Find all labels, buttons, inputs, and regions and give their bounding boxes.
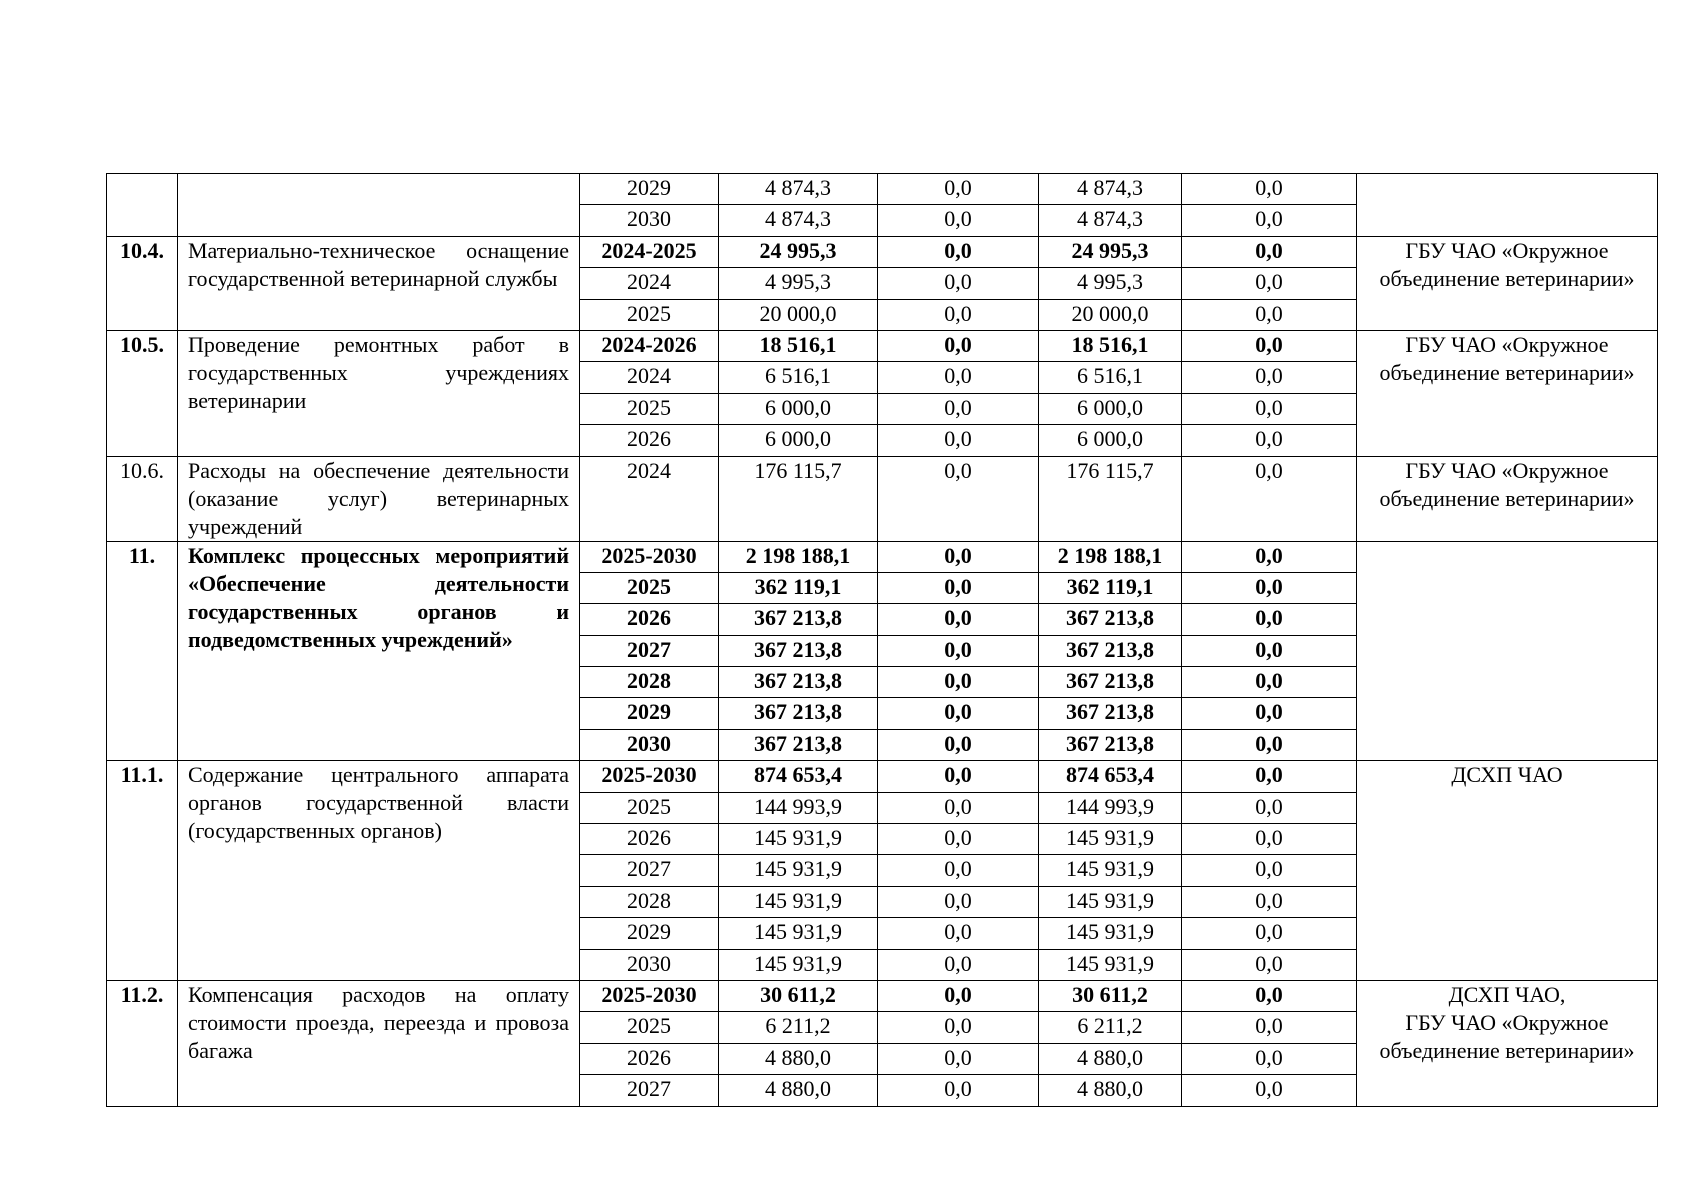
measure-name: Содержание центрального аппарата органов государственной власти (государственных органов) [178, 761, 580, 981]
period-year: 2024 [580, 362, 719, 393]
federal-amount: 0,0 [878, 456, 1039, 541]
period-year: 2028 [580, 886, 719, 917]
federal-amount: 0,0 [878, 918, 1039, 949]
other-amount: 0,0 [1182, 855, 1357, 886]
period-year: 2026 [580, 824, 719, 855]
federal-amount: 0,0 [878, 729, 1039, 760]
federal-amount: 0,0 [878, 174, 1039, 205]
federal-amount: 0,0 [878, 393, 1039, 424]
period-year: 2027 [580, 1075, 719, 1106]
total-amount: 362 119,1 [719, 572, 878, 603]
total-amount: 176 115,7 [719, 456, 878, 541]
measure-name [178, 174, 580, 237]
total-amount: 4 880,0 [719, 1043, 878, 1074]
total-amount: 145 931,9 [719, 886, 878, 917]
item-number: 11.1. [107, 761, 178, 981]
total-amount: 6 000,0 [719, 425, 878, 456]
federal-amount: 0,0 [878, 792, 1039, 823]
responsible-executor: ГБУ ЧАО «Окружное объединение ветеринарии» [1357, 236, 1658, 330]
federal-amount: 0,0 [878, 268, 1039, 299]
period-year: 2030 [580, 205, 719, 236]
table-row [107, 174, 1658, 205]
total-amount: 6 211,2 [719, 1012, 878, 1043]
total-amount: 144 993,9 [719, 792, 878, 823]
other-amount: 0,0 [1182, 918, 1357, 949]
regional-amount: 4 995,3 [1039, 268, 1182, 299]
federal-amount: 0,0 [878, 541, 1039, 572]
other-amount: 0,0 [1182, 362, 1357, 393]
item-number: 10.4. [107, 236, 178, 330]
federal-amount: 0,0 [878, 761, 1039, 792]
other-amount: 0,0 [1182, 393, 1357, 424]
regional-amount: 145 931,9 [1039, 918, 1182, 949]
federal-amount: 0,0 [878, 886, 1039, 917]
item-number: 11.2. [107, 980, 178, 1106]
period-year: 2029 [580, 918, 719, 949]
period-year: 2025-2030 [580, 980, 719, 1011]
period-year: 2024-2026 [580, 330, 719, 361]
total-amount: 145 931,9 [719, 949, 878, 980]
federal-amount: 0,0 [878, 949, 1039, 980]
other-amount: 0,0 [1182, 729, 1357, 760]
regional-amount: 6 000,0 [1039, 393, 1182, 424]
other-amount: 0,0 [1182, 1012, 1357, 1043]
other-amount: 0,0 [1182, 604, 1357, 635]
period-year: 2025 [580, 572, 719, 603]
responsible-executor: ГБУ ЧАО «Окружное объединение ветеринарии» [1357, 330, 1658, 456]
federal-amount: 0,0 [878, 299, 1039, 330]
regional-amount: 144 993,9 [1039, 792, 1182, 823]
period-year: 2029 [580, 698, 719, 729]
other-amount: 0,0 [1182, 761, 1357, 792]
table-row [107, 236, 1658, 267]
other-amount: 0,0 [1182, 541, 1357, 572]
period-year: 2025 [580, 393, 719, 424]
regional-amount: 18 516,1 [1039, 330, 1182, 361]
total-amount: 4 995,3 [719, 268, 878, 299]
other-amount: 0,0 [1182, 572, 1357, 603]
regional-amount: 4 880,0 [1039, 1075, 1182, 1106]
federal-amount: 0,0 [878, 330, 1039, 361]
table-row [107, 330, 1658, 361]
other-amount: 0,0 [1182, 236, 1357, 267]
federal-amount: 0,0 [878, 205, 1039, 236]
total-amount: 367 213,8 [719, 667, 878, 698]
period-year: 2024 [580, 268, 719, 299]
responsible-executor: ГБУ ЧАО «Окружное объединение ветеринарии» [1357, 456, 1658, 541]
period-year: 2024-2025 [580, 236, 719, 267]
other-amount: 0,0 [1182, 299, 1357, 330]
total-amount: 30 611,2 [719, 980, 878, 1011]
period-year: 2025 [580, 299, 719, 330]
responsible-executor [1357, 541, 1658, 761]
other-amount: 0,0 [1182, 980, 1357, 1011]
federal-amount: 0,0 [878, 362, 1039, 393]
period-year: 2025 [580, 1012, 719, 1043]
regional-amount: 145 931,9 [1039, 949, 1182, 980]
period-year: 2024 [580, 456, 719, 541]
regional-amount: 362 119,1 [1039, 572, 1182, 603]
measure-name: Компенсация расходов на оплату стоимости проезда, переезда и провоза багажа [178, 980, 580, 1106]
period-year: 2028 [580, 667, 719, 698]
total-amount: 24 995,3 [719, 236, 878, 267]
period-year: 2030 [580, 949, 719, 980]
regional-amount: 2 198 188,1 [1039, 541, 1182, 572]
other-amount: 0,0 [1182, 824, 1357, 855]
table-row [107, 456, 1658, 541]
period-year: 2026 [580, 1043, 719, 1074]
regional-amount: 30 611,2 [1039, 980, 1182, 1011]
total-amount: 367 213,8 [719, 635, 878, 666]
other-amount: 0,0 [1182, 792, 1357, 823]
regional-amount: 145 931,9 [1039, 824, 1182, 855]
total-amount: 145 931,9 [719, 855, 878, 886]
regional-amount: 4 880,0 [1039, 1043, 1182, 1074]
measure-name: Материально-техническое оснащение государственной ветеринарной службы [178, 236, 580, 330]
total-amount: 4 880,0 [719, 1075, 878, 1106]
other-amount: 0,0 [1182, 635, 1357, 666]
federal-amount: 0,0 [878, 572, 1039, 603]
regional-amount: 367 213,8 [1039, 635, 1182, 666]
regional-amount: 367 213,8 [1039, 729, 1182, 760]
total-amount: 367 213,8 [719, 729, 878, 760]
measure-name: Расходы на обеспечение деятельности (оказание услуг) ветеринарных учреждений [178, 456, 580, 541]
table-row [107, 761, 1658, 792]
federal-amount: 0,0 [878, 635, 1039, 666]
total-amount: 4 874,3 [719, 205, 878, 236]
total-amount: 874 653,4 [719, 761, 878, 792]
total-amount: 367 213,8 [719, 698, 878, 729]
measure-name: Проведение ремонтных работ в государственных учреждениях ветеринарии [178, 330, 580, 456]
total-amount: 145 931,9 [719, 824, 878, 855]
total-amount: 4 874,3 [719, 174, 878, 205]
regional-amount: 874 653,4 [1039, 761, 1182, 792]
other-amount: 0,0 [1182, 949, 1357, 980]
total-amount: 145 931,9 [719, 918, 878, 949]
other-amount: 0,0 [1182, 1043, 1357, 1074]
federal-amount: 0,0 [878, 698, 1039, 729]
federal-amount: 0,0 [878, 824, 1039, 855]
responsible-executor: ДСХП ЧАО, ГБУ ЧАО «Окружное объединение ветеринарии» [1357, 980, 1658, 1106]
total-amount: 6 516,1 [719, 362, 878, 393]
item-number: 10.6. [107, 456, 178, 541]
other-amount: 0,0 [1182, 205, 1357, 236]
other-amount: 0,0 [1182, 667, 1357, 698]
other-amount: 0,0 [1182, 698, 1357, 729]
regional-amount: 20 000,0 [1039, 299, 1182, 330]
total-amount: 20 000,0 [719, 299, 878, 330]
regional-amount: 176 115,7 [1039, 456, 1182, 541]
federal-amount: 0,0 [878, 855, 1039, 886]
table-row [107, 541, 1658, 572]
federal-amount: 0,0 [878, 1043, 1039, 1074]
period-year: 2027 [580, 635, 719, 666]
regional-amount: 367 213,8 [1039, 698, 1182, 729]
item-number: 10.5. [107, 330, 178, 456]
federal-amount: 0,0 [878, 980, 1039, 1011]
program-funding-table [106, 173, 1658, 1107]
period-year: 2025 [580, 792, 719, 823]
other-amount: 0,0 [1182, 268, 1357, 299]
total-amount: 18 516,1 [719, 330, 878, 361]
item-number: 11. [107, 541, 178, 761]
other-amount: 0,0 [1182, 456, 1357, 541]
regional-amount: 6 211,2 [1039, 1012, 1182, 1043]
other-amount: 0,0 [1182, 886, 1357, 917]
other-amount: 0,0 [1182, 1075, 1357, 1106]
regional-amount: 6 516,1 [1039, 362, 1182, 393]
regional-amount: 4 874,3 [1039, 174, 1182, 205]
regional-amount: 145 931,9 [1039, 886, 1182, 917]
regional-amount: 4 874,3 [1039, 205, 1182, 236]
period-year: 2026 [580, 425, 719, 456]
table-body [107, 174, 1658, 1107]
other-amount: 0,0 [1182, 330, 1357, 361]
regional-amount: 145 931,9 [1039, 855, 1182, 886]
federal-amount: 0,0 [878, 667, 1039, 698]
federal-amount: 0,0 [878, 1012, 1039, 1043]
period-year: 2025-2030 [580, 541, 719, 572]
period-year: 2030 [580, 729, 719, 760]
period-year: 2027 [580, 855, 719, 886]
item-number [107, 174, 178, 237]
regional-amount: 367 213,8 [1039, 667, 1182, 698]
measure-name: Комплекс процессных мероприятий «Обеспечение деятельности государственных органов и подведомственных учреждений» [178, 541, 580, 761]
table-row [107, 980, 1658, 1011]
responsible-executor [1357, 174, 1658, 237]
other-amount: 0,0 [1182, 425, 1357, 456]
period-year: 2029 [580, 174, 719, 205]
total-amount: 2 198 188,1 [719, 541, 878, 572]
period-year: 2026 [580, 604, 719, 635]
total-amount: 367 213,8 [719, 604, 878, 635]
federal-amount: 0,0 [878, 604, 1039, 635]
total-amount: 6 000,0 [719, 393, 878, 424]
responsible-executor: ДСХП ЧАО [1357, 761, 1658, 981]
federal-amount: 0,0 [878, 1075, 1039, 1106]
federal-amount: 0,0 [878, 236, 1039, 267]
regional-amount: 6 000,0 [1039, 425, 1182, 456]
other-amount: 0,0 [1182, 174, 1357, 205]
period-year: 2025-2030 [580, 761, 719, 792]
federal-amount: 0,0 [878, 425, 1039, 456]
regional-amount: 24 995,3 [1039, 236, 1182, 267]
regional-amount: 367 213,8 [1039, 604, 1182, 635]
